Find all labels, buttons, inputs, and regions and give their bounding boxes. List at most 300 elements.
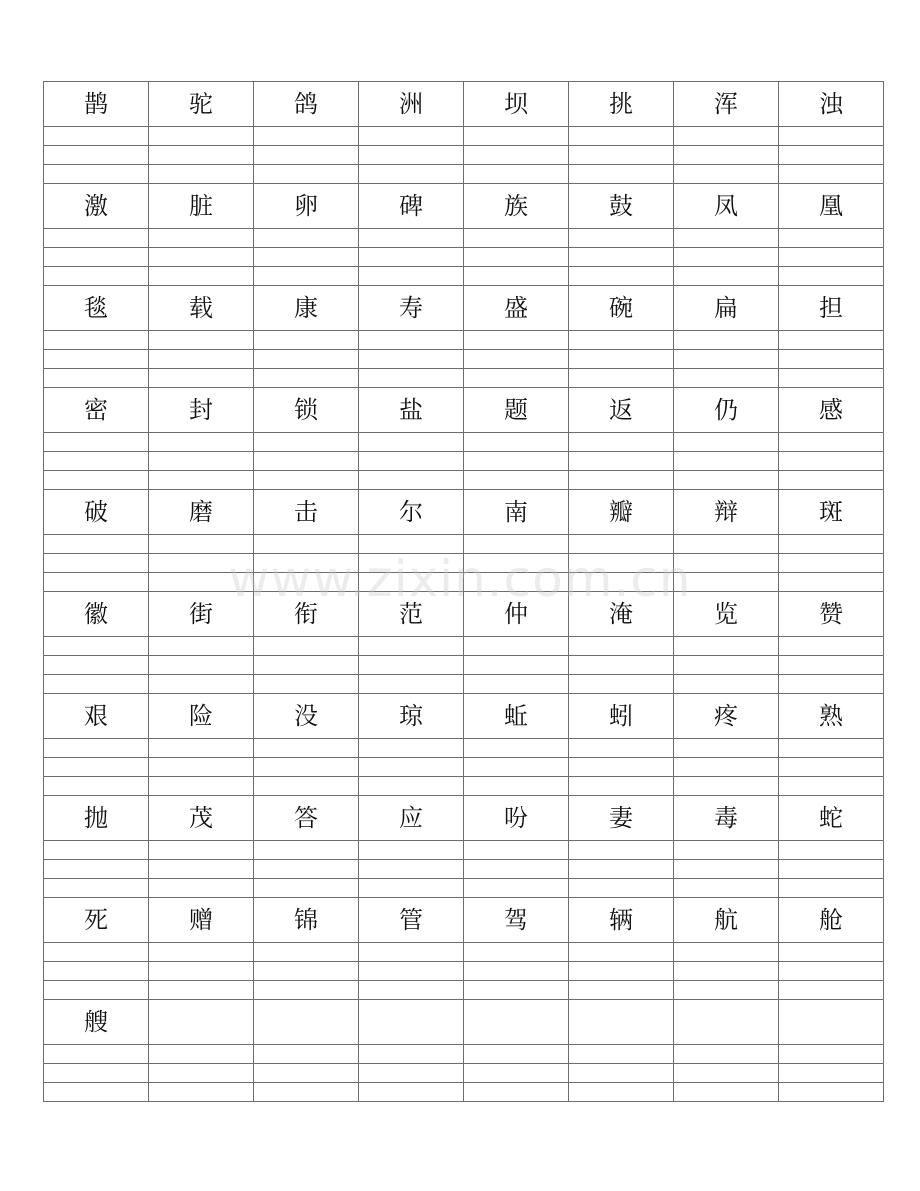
writing-cell bbox=[464, 981, 569, 1000]
character-cell: 破 bbox=[44, 490, 149, 535]
writing-cell bbox=[674, 433, 779, 452]
character-cell: 应 bbox=[359, 796, 464, 841]
writing-line-row bbox=[44, 433, 884, 452]
writing-cell bbox=[359, 535, 464, 554]
writing-cell bbox=[674, 535, 779, 554]
writing-cell bbox=[569, 331, 674, 350]
writing-cell bbox=[464, 146, 569, 165]
writing-cell bbox=[464, 777, 569, 796]
writing-cell bbox=[359, 675, 464, 694]
writing-cell bbox=[254, 267, 359, 286]
writing-cell bbox=[779, 739, 884, 758]
character-cell: 答 bbox=[254, 796, 359, 841]
character-cell: 蛇 bbox=[779, 796, 884, 841]
writing-cell bbox=[779, 165, 884, 184]
writing-cell bbox=[254, 554, 359, 573]
character-cell: 航 bbox=[674, 898, 779, 943]
writing-line-row bbox=[44, 471, 884, 490]
writing-cell bbox=[779, 656, 884, 675]
writing-cell bbox=[149, 165, 254, 184]
writing-cell bbox=[779, 962, 884, 981]
writing-cell bbox=[779, 637, 884, 656]
writing-cell bbox=[44, 943, 149, 962]
character-cell: 仍 bbox=[674, 388, 779, 433]
writing-cell bbox=[464, 656, 569, 675]
character-cell: 瓣 bbox=[569, 490, 674, 535]
writing-cell bbox=[674, 758, 779, 777]
writing-cell bbox=[44, 981, 149, 1000]
writing-cell bbox=[464, 127, 569, 146]
character-cell: 范 bbox=[359, 592, 464, 637]
character-cell: 险 bbox=[149, 694, 254, 739]
writing-cell bbox=[359, 739, 464, 758]
writing-cell bbox=[569, 165, 674, 184]
writing-cell bbox=[674, 229, 779, 248]
character-cell: 辩 bbox=[674, 490, 779, 535]
writing-line-row bbox=[44, 758, 884, 777]
writing-cell bbox=[779, 573, 884, 592]
writing-cell bbox=[149, 229, 254, 248]
character-cell: 脏 bbox=[149, 184, 254, 229]
character-cell: 激 bbox=[44, 184, 149, 229]
writing-cell bbox=[44, 675, 149, 694]
writing-cell bbox=[674, 656, 779, 675]
writing-line-row bbox=[44, 943, 884, 962]
writing-cell bbox=[44, 879, 149, 898]
character-cell: 尔 bbox=[359, 490, 464, 535]
writing-cell bbox=[569, 758, 674, 777]
character-cell: 载 bbox=[149, 286, 254, 331]
writing-cell bbox=[44, 267, 149, 286]
character-cell: 毯 bbox=[44, 286, 149, 331]
writing-cell bbox=[44, 452, 149, 471]
writing-cell bbox=[464, 1064, 569, 1083]
writing-cell bbox=[359, 229, 464, 248]
writing-cell bbox=[674, 1045, 779, 1064]
writing-cell bbox=[149, 1083, 254, 1102]
writing-line-row bbox=[44, 675, 884, 694]
writing-cell bbox=[149, 331, 254, 350]
writing-cell bbox=[674, 248, 779, 267]
writing-cell bbox=[149, 471, 254, 490]
character-cell: 盛 bbox=[464, 286, 569, 331]
writing-cell bbox=[149, 535, 254, 554]
writing-line-row bbox=[44, 1083, 884, 1102]
writing-cell bbox=[149, 433, 254, 452]
writing-cell bbox=[149, 962, 254, 981]
writing-line-row bbox=[44, 962, 884, 981]
writing-cell bbox=[254, 229, 359, 248]
character-cell: 康 bbox=[254, 286, 359, 331]
writing-cell bbox=[674, 675, 779, 694]
writing-cell bbox=[674, 331, 779, 350]
character-cell: 寿 bbox=[359, 286, 464, 331]
writing-cell bbox=[254, 1083, 359, 1102]
character-cell bbox=[779, 1000, 884, 1045]
writing-cell bbox=[359, 433, 464, 452]
writing-cell bbox=[779, 248, 884, 267]
character-row bbox=[44, 388, 884, 433]
character-cell: 鹊 bbox=[44, 82, 149, 127]
character-row bbox=[44, 898, 884, 943]
writing-cell bbox=[359, 573, 464, 592]
writing-cell bbox=[44, 350, 149, 369]
writing-cell bbox=[149, 656, 254, 675]
character-cell bbox=[254, 1000, 359, 1045]
writing-cell bbox=[149, 637, 254, 656]
writing-cell bbox=[779, 369, 884, 388]
character-cell bbox=[359, 1000, 464, 1045]
character-cell: 览 bbox=[674, 592, 779, 637]
writing-cell bbox=[674, 860, 779, 879]
writing-cell bbox=[44, 471, 149, 490]
writing-cell bbox=[569, 879, 674, 898]
character-cell: 碑 bbox=[359, 184, 464, 229]
writing-cell bbox=[569, 841, 674, 860]
character-practice-sheet bbox=[43, 81, 877, 1102]
writing-cell bbox=[44, 656, 149, 675]
writing-cell bbox=[674, 739, 779, 758]
writing-cell bbox=[44, 331, 149, 350]
writing-cell bbox=[359, 471, 464, 490]
writing-line-row bbox=[44, 331, 884, 350]
writing-cell bbox=[254, 860, 359, 879]
writing-cell bbox=[569, 1064, 674, 1083]
writing-cell bbox=[569, 1083, 674, 1102]
writing-line-row bbox=[44, 452, 884, 471]
character-cell: 赞 bbox=[779, 592, 884, 637]
writing-cell bbox=[254, 369, 359, 388]
writing-cell bbox=[464, 860, 569, 879]
writing-cell bbox=[359, 165, 464, 184]
writing-cell bbox=[674, 471, 779, 490]
writing-cell bbox=[359, 637, 464, 656]
writing-cell bbox=[359, 1045, 464, 1064]
character-cell: 蚓 bbox=[569, 694, 674, 739]
character-row bbox=[44, 796, 884, 841]
writing-cell bbox=[779, 675, 884, 694]
writing-cell bbox=[569, 739, 674, 758]
character-cell: 盐 bbox=[359, 388, 464, 433]
writing-line-row bbox=[44, 369, 884, 388]
writing-cell bbox=[359, 369, 464, 388]
writing-cell bbox=[254, 535, 359, 554]
writing-cell bbox=[44, 248, 149, 267]
writing-cell bbox=[149, 369, 254, 388]
writing-cell bbox=[674, 1083, 779, 1102]
writing-cell bbox=[464, 1045, 569, 1064]
writing-cell bbox=[464, 433, 569, 452]
writing-cell bbox=[569, 146, 674, 165]
character-cell bbox=[464, 1000, 569, 1045]
writing-cell bbox=[674, 981, 779, 1000]
character-cell: 仲 bbox=[464, 592, 569, 637]
writing-cell bbox=[464, 758, 569, 777]
writing-cell bbox=[149, 573, 254, 592]
writing-cell bbox=[149, 554, 254, 573]
writing-cell bbox=[674, 777, 779, 796]
writing-cell bbox=[779, 1045, 884, 1064]
character-cell: 鸽 bbox=[254, 82, 359, 127]
writing-cell bbox=[44, 962, 149, 981]
character-row bbox=[44, 592, 884, 637]
writing-cell bbox=[254, 146, 359, 165]
writing-cell bbox=[44, 841, 149, 860]
writing-cell bbox=[359, 554, 464, 573]
writing-cell bbox=[569, 777, 674, 796]
writing-cell bbox=[569, 943, 674, 962]
character-cell: 没 bbox=[254, 694, 359, 739]
writing-cell bbox=[674, 127, 779, 146]
writing-cell bbox=[569, 1045, 674, 1064]
writing-cell bbox=[254, 248, 359, 267]
character-cell: 锦 bbox=[254, 898, 359, 943]
writing-line-row bbox=[44, 146, 884, 165]
writing-line-row bbox=[44, 1045, 884, 1064]
writing-cell bbox=[779, 535, 884, 554]
writing-cell bbox=[674, 350, 779, 369]
writing-cell bbox=[149, 675, 254, 694]
writing-cell bbox=[359, 452, 464, 471]
writing-cell bbox=[359, 841, 464, 860]
writing-cell bbox=[254, 962, 359, 981]
writing-cell bbox=[254, 433, 359, 452]
writing-cell bbox=[254, 331, 359, 350]
writing-cell bbox=[44, 433, 149, 452]
character-cell: 死 bbox=[44, 898, 149, 943]
writing-cell bbox=[779, 350, 884, 369]
writing-cell bbox=[779, 554, 884, 573]
writing-cell bbox=[779, 841, 884, 860]
character-cell: 茂 bbox=[149, 796, 254, 841]
writing-cell bbox=[464, 331, 569, 350]
character-cell: 担 bbox=[779, 286, 884, 331]
writing-cell bbox=[254, 981, 359, 1000]
writing-cell bbox=[44, 1064, 149, 1083]
character-cell: 驾 bbox=[464, 898, 569, 943]
writing-line-row bbox=[44, 981, 884, 1000]
character-cell: 妻 bbox=[569, 796, 674, 841]
character-row bbox=[44, 82, 884, 127]
character-cell bbox=[149, 1000, 254, 1045]
writing-line-row bbox=[44, 879, 884, 898]
writing-cell bbox=[569, 860, 674, 879]
character-grid bbox=[43, 81, 884, 1102]
writing-cell bbox=[569, 637, 674, 656]
writing-cell bbox=[569, 981, 674, 1000]
writing-cell bbox=[149, 248, 254, 267]
writing-cell bbox=[674, 165, 779, 184]
character-cell: 舱 bbox=[779, 898, 884, 943]
writing-cell bbox=[359, 860, 464, 879]
writing-line-row bbox=[44, 860, 884, 879]
character-cell: 毒 bbox=[674, 796, 779, 841]
writing-cell bbox=[779, 127, 884, 146]
writing-cell bbox=[569, 127, 674, 146]
writing-cell bbox=[779, 229, 884, 248]
writing-cell bbox=[254, 165, 359, 184]
character-cell: 密 bbox=[44, 388, 149, 433]
writing-cell bbox=[569, 433, 674, 452]
character-cell: 琼 bbox=[359, 694, 464, 739]
writing-cell bbox=[464, 165, 569, 184]
character-cell: 凰 bbox=[779, 184, 884, 229]
writing-line-row bbox=[44, 739, 884, 758]
writing-cell bbox=[149, 127, 254, 146]
writing-line-row bbox=[44, 229, 884, 248]
writing-line-row bbox=[44, 573, 884, 592]
character-cell: 挑 bbox=[569, 82, 674, 127]
writing-cell bbox=[254, 127, 359, 146]
writing-cell bbox=[674, 554, 779, 573]
writing-cell bbox=[674, 1064, 779, 1083]
writing-cell bbox=[149, 943, 254, 962]
writing-cell bbox=[779, 433, 884, 452]
character-cell: 封 bbox=[149, 388, 254, 433]
writing-cell bbox=[674, 879, 779, 898]
writing-cell bbox=[44, 1083, 149, 1102]
writing-cell bbox=[464, 267, 569, 286]
writing-line-row bbox=[44, 656, 884, 675]
character-cell: 洲 bbox=[359, 82, 464, 127]
writing-cell bbox=[569, 675, 674, 694]
writing-cell bbox=[254, 637, 359, 656]
writing-cell bbox=[254, 841, 359, 860]
character-cell bbox=[674, 1000, 779, 1045]
character-cell: 艘 bbox=[44, 1000, 149, 1045]
writing-cell bbox=[464, 637, 569, 656]
writing-cell bbox=[254, 739, 359, 758]
character-cell: 凤 bbox=[674, 184, 779, 229]
writing-cell bbox=[359, 267, 464, 286]
character-cell: 疼 bbox=[674, 694, 779, 739]
character-cell: 锁 bbox=[254, 388, 359, 433]
character-row bbox=[44, 490, 884, 535]
writing-cell bbox=[464, 739, 569, 758]
writing-cell bbox=[254, 1045, 359, 1064]
writing-cell bbox=[149, 350, 254, 369]
character-cell: 浊 bbox=[779, 82, 884, 127]
character-row bbox=[44, 694, 884, 739]
character-cell: 卵 bbox=[254, 184, 359, 229]
writing-cell bbox=[779, 1064, 884, 1083]
writing-cell bbox=[44, 739, 149, 758]
character-cell: 坝 bbox=[464, 82, 569, 127]
writing-cell bbox=[779, 860, 884, 879]
writing-cell bbox=[359, 777, 464, 796]
writing-cell bbox=[779, 1083, 884, 1102]
character-cell: 淹 bbox=[569, 592, 674, 637]
writing-cell bbox=[359, 758, 464, 777]
writing-cell bbox=[254, 573, 359, 592]
writing-cell bbox=[569, 229, 674, 248]
writing-cell bbox=[569, 656, 674, 675]
character-cell: 鼓 bbox=[569, 184, 674, 229]
writing-line-row bbox=[44, 777, 884, 796]
writing-cell bbox=[464, 471, 569, 490]
writing-cell bbox=[149, 1064, 254, 1083]
character-cell: 浑 bbox=[674, 82, 779, 127]
writing-cell bbox=[44, 229, 149, 248]
writing-cell bbox=[569, 267, 674, 286]
writing-cell bbox=[674, 146, 779, 165]
writing-cell bbox=[359, 248, 464, 267]
writing-cell bbox=[149, 981, 254, 1000]
writing-cell bbox=[779, 146, 884, 165]
writing-cell bbox=[359, 146, 464, 165]
writing-cell bbox=[149, 841, 254, 860]
writing-cell bbox=[149, 777, 254, 796]
writing-cell bbox=[359, 943, 464, 962]
character-cell: 驼 bbox=[149, 82, 254, 127]
writing-cell bbox=[674, 841, 779, 860]
writing-cell bbox=[464, 350, 569, 369]
writing-cell bbox=[254, 350, 359, 369]
writing-line-row bbox=[44, 841, 884, 860]
writing-cell bbox=[44, 777, 149, 796]
writing-line-row bbox=[44, 1064, 884, 1083]
writing-cell bbox=[569, 554, 674, 573]
writing-cell bbox=[44, 573, 149, 592]
character-cell: 熟 bbox=[779, 694, 884, 739]
writing-cell bbox=[44, 758, 149, 777]
character-cell: 辆 bbox=[569, 898, 674, 943]
character-cell: 衔 bbox=[254, 592, 359, 637]
writing-cell bbox=[149, 267, 254, 286]
writing-cell bbox=[569, 471, 674, 490]
writing-cell bbox=[254, 452, 359, 471]
character-cell: 族 bbox=[464, 184, 569, 229]
character-cell: 南 bbox=[464, 490, 569, 535]
writing-cell bbox=[254, 1064, 359, 1083]
writing-cell bbox=[464, 1083, 569, 1102]
writing-cell bbox=[44, 637, 149, 656]
writing-cell bbox=[44, 535, 149, 554]
character-cell: 徽 bbox=[44, 592, 149, 637]
writing-cell bbox=[254, 777, 359, 796]
character-cell: 碗 bbox=[569, 286, 674, 331]
writing-cell bbox=[359, 1064, 464, 1083]
character-cell: 艰 bbox=[44, 694, 149, 739]
writing-cell bbox=[44, 127, 149, 146]
writing-cell bbox=[569, 535, 674, 554]
writing-cell bbox=[779, 981, 884, 1000]
writing-cell bbox=[149, 1045, 254, 1064]
writing-cell bbox=[674, 369, 779, 388]
character-cell: 题 bbox=[464, 388, 569, 433]
writing-cell bbox=[149, 146, 254, 165]
writing-cell bbox=[44, 146, 149, 165]
writing-line-row bbox=[44, 165, 884, 184]
writing-cell bbox=[254, 675, 359, 694]
writing-cell bbox=[254, 656, 359, 675]
writing-cell bbox=[464, 573, 569, 592]
writing-cell bbox=[779, 452, 884, 471]
writing-cell bbox=[674, 267, 779, 286]
character-cell: 斑 bbox=[779, 490, 884, 535]
writing-cell bbox=[149, 879, 254, 898]
writing-cell bbox=[569, 369, 674, 388]
writing-cell bbox=[359, 350, 464, 369]
writing-cell bbox=[569, 248, 674, 267]
character-cell: 返 bbox=[569, 388, 674, 433]
writing-line-row bbox=[44, 248, 884, 267]
writing-cell bbox=[779, 943, 884, 962]
writing-cell bbox=[44, 1045, 149, 1064]
writing-cell bbox=[254, 758, 359, 777]
writing-cell bbox=[464, 879, 569, 898]
character-cell: 蚯 bbox=[464, 694, 569, 739]
